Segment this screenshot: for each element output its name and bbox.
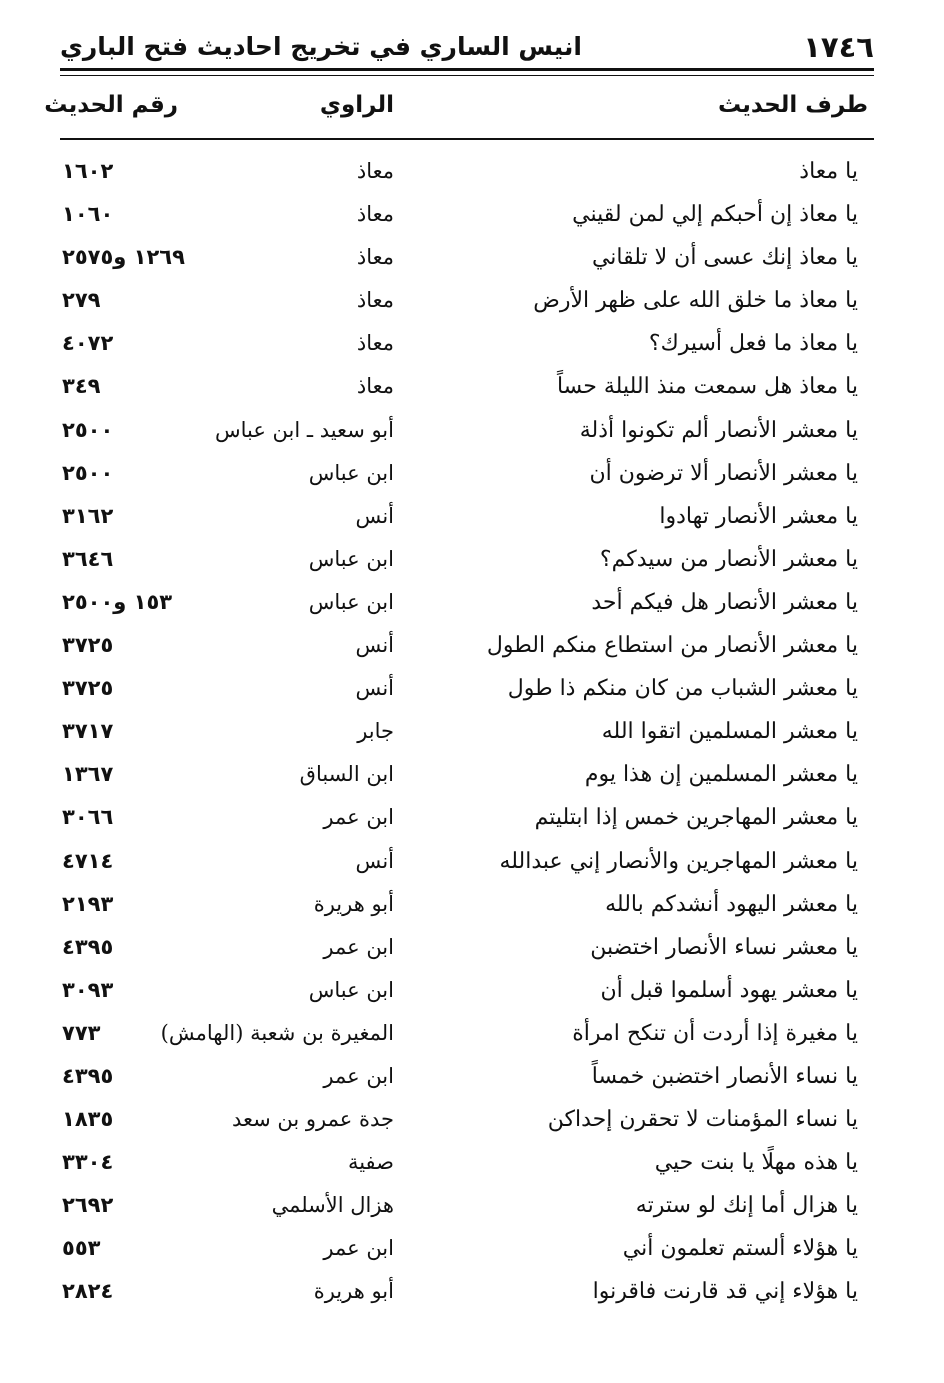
table-row [60, 452, 874, 495]
hadith-cell: يا معشر المسلمين اتقوا الله [601, 719, 858, 745]
narrator-cell: معاذ [356, 159, 394, 183]
hadith-cell: يا معشر المهاجرين خمس إذا ابتليتم [534, 805, 858, 831]
hadith-number-cell: ٣٤٩ [62, 374, 101, 399]
column-header-narrator: الراوي [319, 92, 394, 118]
hadith-number-cell: ٢١٩٣ [62, 891, 114, 916]
table-row [60, 150, 874, 193]
table-row [60, 409, 874, 452]
hadith-cell: يا هزال أما إنك لو سترته [635, 1193, 858, 1219]
hadith-cell: يا معاذ هل سمعت منذ الليلة حساً [556, 374, 858, 400]
narrator-cell: أنس [355, 633, 394, 658]
table-row [60, 1098, 874, 1141]
table-row [60, 365, 874, 408]
hadith-cell: يا معاذ ما فعل أسيرك؟ [648, 331, 858, 357]
narrator-cell: أنس [355, 848, 394, 873]
table-row [60, 1227, 874, 1270]
hadith-number-cell: ١٢٦٩ و٢٥٧٥ [62, 245, 185, 270]
narrator-cell: ابن عباس [308, 977, 394, 1002]
hadith-cell: يا معشر المسلمين إن هذا يوم [584, 762, 858, 788]
hadith-number-cell: ٢٦٩٢ [62, 1193, 114, 1218]
narrator-cell: ابن عباس [308, 546, 394, 571]
narrator-cell: معاذ [356, 288, 394, 313]
header-rule-thin [60, 75, 874, 76]
hadith-number-cell: ٢٧٩ [62, 288, 101, 313]
table-row [60, 667, 874, 710]
running-head [60, 28, 874, 72]
hadith-cell: يا مغيرة إذا أردت أن تنكح امرأة [572, 1020, 858, 1046]
hadith-cell: يا معشر المهاجرين والأنصار إني عبدالله [499, 848, 858, 874]
narrator-cell: معاذ [356, 331, 394, 356]
narrator-cell: ابن عمر [323, 1236, 394, 1261]
hadith-cell: يا معاذ ما خلق الله على ظهر الأرض [533, 288, 858, 314]
column-header-rule [60, 138, 874, 140]
hadith-number-cell: ٢٥٠٠ [62, 460, 114, 485]
narrator-cell: ابن عمر [323, 805, 394, 830]
narrator-cell: أبو هريرة [313, 891, 394, 916]
table-row [60, 753, 874, 796]
column-header-hadith: طرف الحديث [717, 92, 868, 118]
table-row [60, 1184, 874, 1227]
narrator-cell: أنس [355, 503, 394, 528]
hadith-number-cell: ٢٥٠٠ [62, 417, 114, 442]
table-row [60, 796, 874, 839]
narrator-cell: أنس [355, 676, 394, 701]
hadith-cell: يا معشر الأنصار هل فيكم أحد [591, 589, 858, 615]
hadith-cell: يا هذه مهلًا يا بنت حيي [654, 1150, 858, 1176]
narrator-cell: معاذ [356, 374, 394, 399]
hadith-cell: يا نساء الأنصار اختضبن خمساً [591, 1063, 858, 1089]
table-row [60, 840, 874, 883]
narrator-cell: ابن عباس [308, 460, 394, 485]
hadith-number-cell: ٤٧١٤ [62, 848, 114, 873]
narrator-cell: معاذ [356, 245, 394, 270]
table-row [60, 1141, 874, 1184]
hadith-number-cell: ٥٥٣ [62, 1236, 101, 1261]
table-row [60, 969, 874, 1012]
hadith-number-cell: ٣٣٠٤ [62, 1150, 114, 1175]
hadith-cell: يا معشر الأنصار تهادوا [659, 503, 858, 529]
hadith-cell: يا معشر الأنصار ألا ترضون أن [589, 460, 858, 486]
page-number: ١٧٤٦ [803, 30, 874, 64]
table-row [60, 193, 874, 236]
table-row [60, 495, 874, 538]
hadith-number-cell: ٣٧١٧ [62, 719, 114, 744]
hadith-number-cell: ٣١٦٢ [62, 503, 114, 528]
hadith-number-cell: ٣٠٩٣ [62, 977, 114, 1002]
narrator-cell: معاذ [356, 202, 394, 227]
hadith-cell: يا معاذ إنك عسى أن لا تلقاني [591, 245, 858, 271]
narrator-cell: المغيرة بن شعبة (الهامش) [160, 1020, 394, 1045]
table-row [60, 926, 874, 969]
hadith-cell: يا معشر اليهود أنشدكم بالله [605, 891, 858, 917]
hadith-number-cell: ٢٨٢٤ [62, 1279, 114, 1304]
hadith-number-cell: ٣٧٢٥ [62, 633, 114, 658]
hadith-cell: يا معشر الأنصار ألم تكونوا أذلة [579, 417, 858, 443]
table-row [60, 710, 874, 753]
table-row [60, 624, 874, 667]
hadith-cell: يا معشر نساء الأنصار اختضبن [590, 934, 858, 960]
narrator-cell: ابن عمر [323, 1063, 394, 1088]
hadith-cell: يا معشر الأنصار من استطاع منكم الطول [486, 633, 858, 659]
narrator-cell: ابن السباق [299, 762, 394, 787]
hadith-number-cell: ٣٦٤٦ [62, 546, 114, 571]
header-rule-thick [60, 68, 874, 71]
hadith-cell: يا معاذ إن أحبكم إلي لمن لقيني [572, 202, 858, 228]
table-row [60, 883, 874, 926]
hadith-number-cell: ١٦٠٢ [62, 159, 114, 183]
hadith-cell: يا معشر يهود أسلموا قبل أن [600, 977, 858, 1003]
hadith-cell: يا معشر الأنصار من سيدكم؟ [599, 546, 858, 572]
hadith-number-cell: ١٥٣ و٢٥٠٠ [62, 589, 173, 614]
hadith-index-table [60, 150, 874, 1314]
table-row [60, 236, 874, 279]
hadith-cell: يا هؤلاء إني قد قارنت فاقرنوا [592, 1279, 858, 1305]
hadith-cell: يا نساء المؤمنات لا تحقرن إحداكن [547, 1107, 858, 1133]
hadith-number-cell: ٧٧٣ [62, 1020, 101, 1045]
hadith-cell: يا معشر الشباب من كان منكم ذا طول [507, 676, 858, 702]
narrator-cell: ابن عمر [323, 934, 394, 959]
narrator-cell: صفية [347, 1150, 394, 1175]
table-row [60, 1012, 874, 1055]
hadith-number-cell: ١٣٦٧ [62, 762, 114, 787]
narrator-cell: أبو هريرة [313, 1279, 394, 1304]
hadith-number-cell: ١٠٦٠ [62, 202, 114, 227]
hadith-cell: يا معاذ [799, 159, 858, 184]
hadith-number-cell: ١٨٣٥ [62, 1107, 114, 1132]
narrator-cell: هزال الأسلمي [271, 1193, 394, 1218]
table-row [60, 1055, 874, 1098]
table-row [60, 1270, 874, 1313]
narrator-cell: أبو سعيد ـ ابن عباس [214, 417, 394, 442]
table-row [60, 279, 874, 322]
narrator-cell: ابن عباس [308, 589, 394, 614]
hadith-cell: يا هؤلاء ألستم تعلمون أني [622, 1236, 858, 1262]
hadith-number-cell: ٤٣٩٥ [62, 1063, 114, 1088]
table-row [60, 322, 874, 365]
table-row [60, 581, 874, 624]
hadith-number-cell: ٤٠٧٢ [62, 331, 114, 356]
hadith-number-cell: ٣٠٦٦ [62, 805, 114, 830]
narrator-cell: جدة عمرو بن سعد [231, 1107, 394, 1132]
table-row [60, 538, 874, 581]
hadith-number-cell: ٤٣٩٥ [62, 934, 114, 959]
column-header-number: رقم الحديث [44, 92, 178, 118]
narrator-cell: جابر [357, 719, 394, 744]
book-title: انيس الساري في تخريج احاديث فتح الباري [60, 32, 582, 61]
hadith-number-cell: ٣٧٢٥ [62, 676, 114, 701]
